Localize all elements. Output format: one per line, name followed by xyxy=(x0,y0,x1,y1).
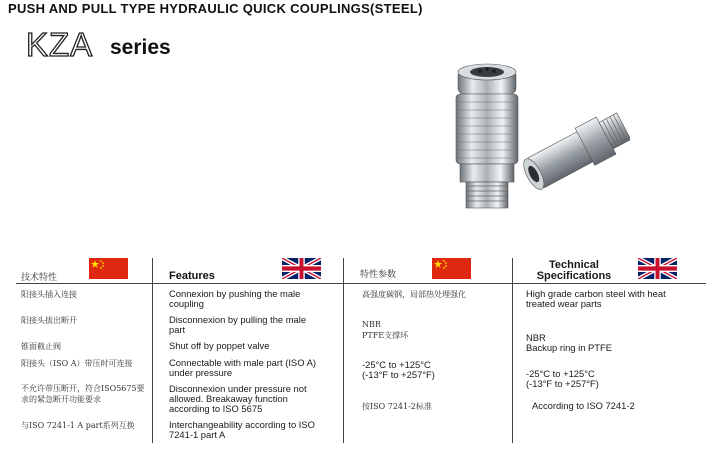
feature-line: Disconnexion by pulling the male xyxy=(169,314,307,325)
feature-item xyxy=(169,289,300,309)
feature-line: Connexion by pushing the male xyxy=(169,288,301,299)
feature-item xyxy=(169,384,307,414)
feature-line: 7241-1 part A xyxy=(169,429,226,440)
spec-line: Backup ring in PTFE xyxy=(526,342,612,353)
spec-item xyxy=(526,333,612,353)
features-header: Features xyxy=(169,270,215,282)
zh-spec-item: 按ISO 7241-2标准 xyxy=(362,402,432,411)
feature-line: Connectable with male part (ISO A) xyxy=(169,357,316,368)
feature-item xyxy=(169,315,306,335)
column-divider xyxy=(152,258,153,443)
zh-feature-item: 阳接头（ISO A）带压时可连接 xyxy=(21,359,133,368)
specs-header-line2: Specifications xyxy=(536,270,612,282)
feature-line: according to ISO 5675 xyxy=(169,403,263,414)
column-divider xyxy=(343,258,344,443)
spec-item xyxy=(526,369,599,389)
series-word: series xyxy=(110,36,171,59)
spec-line: -25°C to +125°C xyxy=(526,368,595,379)
spec-item xyxy=(526,289,666,309)
zh-spec-item: 高强度碳钢，局部热处理强化 xyxy=(362,290,466,299)
spec-line: High grade carbon steel with heat xyxy=(526,288,666,299)
zh-feature-item: 与ISO 7241-1 A part系列互换 xyxy=(21,421,135,430)
page-title: PUSH AND PULL TYPE HYDRAULIC QUICK COUPLINGS(STEEL) xyxy=(8,1,423,16)
zh-feature-item: 锥面截止阀 xyxy=(21,342,61,351)
zh-spec-line: NBR xyxy=(362,320,381,329)
feature-line: Disconnexion under pressure not xyxy=(169,383,307,394)
zh-feature-line: 不允许带压断开，符合ISO5675要 xyxy=(21,384,145,393)
zh-spec-item xyxy=(362,319,408,341)
feature-item: Shut off by poppet valve xyxy=(169,340,270,351)
zh-features-header: 技术特性 xyxy=(21,273,58,283)
series-code: KZA xyxy=(26,26,94,63)
feature-item xyxy=(169,358,316,378)
zh-feature-item xyxy=(21,383,145,405)
spec-line: treated wear parts xyxy=(526,298,602,309)
spec-item: According to ISO 7241-2 xyxy=(532,400,635,411)
china-flag-icon xyxy=(89,258,128,279)
feature-line: coupling xyxy=(169,298,204,309)
zh-spec-item xyxy=(362,360,435,380)
feature-line: part xyxy=(169,324,186,335)
column-divider xyxy=(512,258,513,443)
china-flag-icon xyxy=(432,258,471,279)
feature-item xyxy=(169,420,315,440)
zh-spec-line: (-13°F to +257°F) xyxy=(362,369,435,380)
feature-line: allowed. Breakaway function xyxy=(169,393,288,404)
zh-spec-line: PTFE支撑环 xyxy=(362,331,409,340)
table-header-rule xyxy=(16,283,706,284)
zh-specs-header: 特性参数 xyxy=(360,270,397,280)
zh-feature-line: 求的紧急断开功能要求 xyxy=(21,395,101,404)
zh-feature-item: 阳接头拔出断开 xyxy=(21,316,77,325)
uk-flag-icon xyxy=(282,258,321,279)
spec-line: (-13°F to +257°F) xyxy=(526,378,599,389)
feature-line: under pressure xyxy=(169,367,233,378)
coupling-product-image xyxy=(430,60,630,250)
zh-spec-line: -25°C to +125°C xyxy=(362,359,431,370)
specs-header-line1: Technical xyxy=(549,259,599,271)
uk-flag-icon xyxy=(638,258,677,279)
zh-feature-item: 阳接头插入连接 xyxy=(21,290,77,299)
spec-line: NBR xyxy=(526,332,546,343)
specs-header xyxy=(522,260,626,282)
feature-line: Interchangeability according to ISO xyxy=(169,419,315,430)
